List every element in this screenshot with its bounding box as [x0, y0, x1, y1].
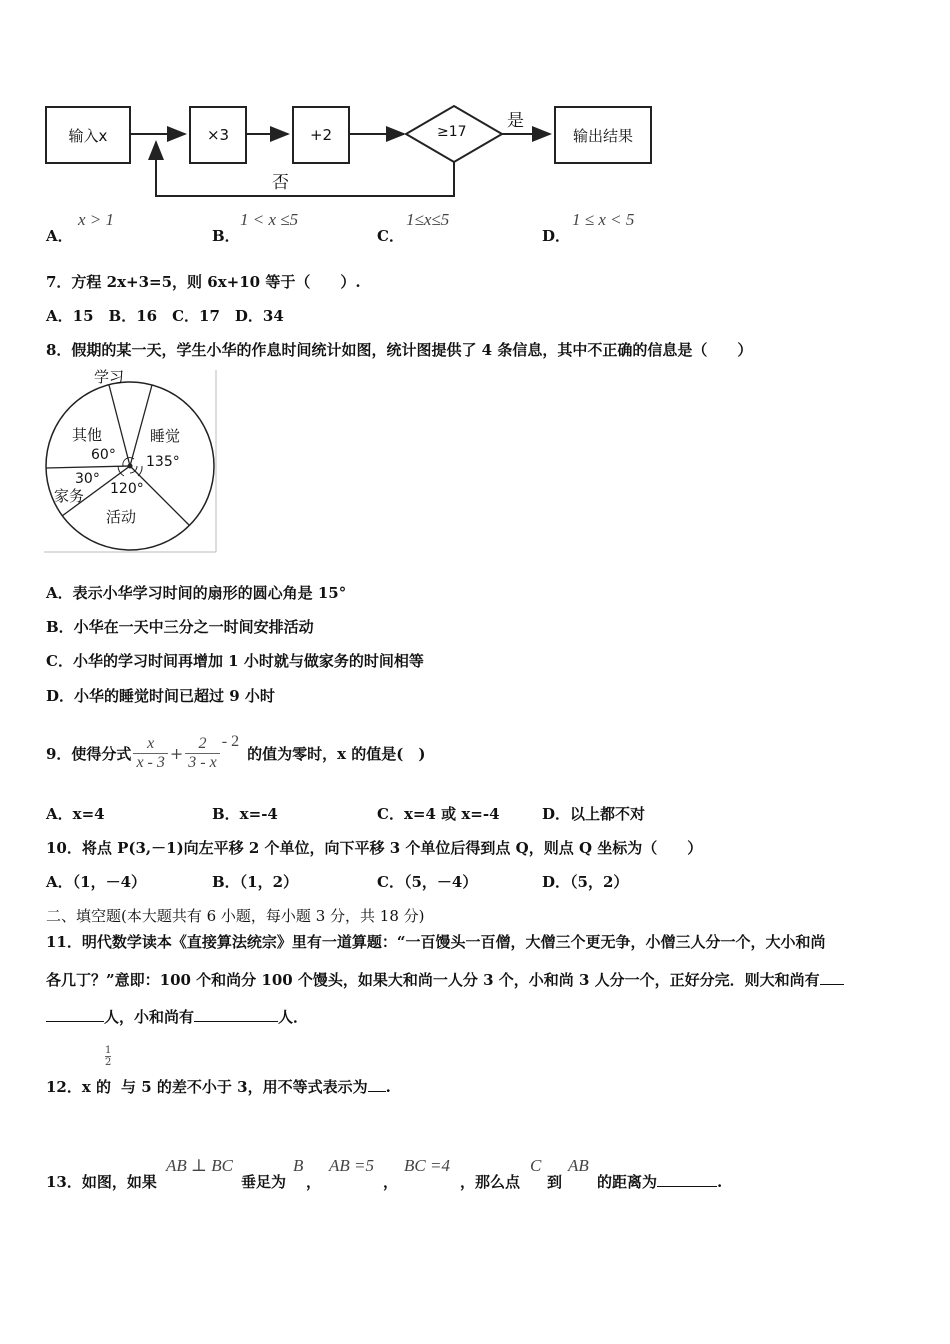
- pie-house-deg: 30°: [75, 471, 100, 487]
- q9-f1-num: x: [147, 734, 155, 752]
- q11-line2: 各几丁？”意即：100 个和尚分 100 个馒头，如果大和尚一人分 3 个，小和尚 3 人分一个，正好分完．则大和尚有: [46, 971, 820, 989]
- flow-input-label: 输入x: [68, 126, 108, 145]
- flow-no-label: 否: [272, 173, 289, 193]
- q10-option-b: B．（1，2）: [212, 873, 299, 891]
- q8-option-b: B．小华在一天中三分之一时间安排活动: [46, 618, 314, 636]
- q9-fraction-2: [185, 735, 219, 772]
- pie-study-label: 学习: [94, 368, 125, 386]
- q12-half-fraction: [105, 1045, 111, 1068]
- q13-m4: BC =4: [404, 1156, 450, 1175]
- q13-c1: ，: [306, 1173, 322, 1191]
- q9-option-a: A．x=4: [46, 805, 105, 823]
- pie-activity-label: 活动: [106, 508, 137, 526]
- q13-m3: AB =5: [329, 1156, 374, 1175]
- q8-option-d: D．小华的睡觉时间已超过 9 小时: [46, 687, 275, 705]
- pie-sleep-label: 睡觉: [150, 427, 181, 445]
- flow-plus2-label: +2: [309, 126, 333, 144]
- q12-prefix: 12．x 的: [46, 1078, 112, 1096]
- q8-option-c: C．小华的学习时间再增加 1 小时就与做家务的时间相等: [46, 652, 424, 670]
- q11-line3b: 人．: [278, 1008, 309, 1026]
- flow-times3-label: ×3: [206, 126, 230, 144]
- q13-t4-wrap: [597, 1171, 722, 1192]
- q11-blank-2[interactable]: [194, 1021, 278, 1022]
- q9-minus2: - 2: [221, 733, 240, 750]
- q9-suffix: 的值为零时，x 的值是( ): [247, 744, 426, 763]
- q6-opt-a-math: x > 1: [78, 210, 115, 229]
- q13-t4: 的距离为: [597, 1173, 658, 1191]
- q12-end: .: [385, 1078, 391, 1096]
- pie-other-deg: 60°: [91, 447, 116, 463]
- q10-stem: 10．将点 P(3,－1)向左平移 2 个单位，向下平移 3 个单位后得到点 Q，则点 Q 坐标为（ ）: [46, 839, 703, 857]
- q13-m5: C: [530, 1156, 542, 1175]
- flow-cond-label: ≥17: [437, 124, 467, 140]
- q6-opt-c-label: C．: [377, 227, 404, 245]
- q7-stem: 7．方程 2x+3=5，则 6x+10 等于（ ）.: [46, 273, 361, 291]
- flowchart-lines: [0, 0, 950, 200]
- flow-yes-label: 是: [507, 111, 524, 131]
- section2-heading: 二、填空题(本大题共有 6 小题，每小题 3 分，共 18 分): [46, 907, 425, 925]
- q9-stem: [46, 715, 425, 791]
- arrow-loop: [156, 142, 454, 196]
- q9-prefix: 9．使得分式: [46, 744, 132, 763]
- q10-option-d: D．（5，2）: [542, 873, 629, 891]
- q9-fraction-1: [133, 735, 167, 772]
- q9-f2-den: 3 - x: [185, 753, 219, 772]
- q13-m1: AB ⊥ BC: [166, 1156, 233, 1175]
- q7-options: A．15 B．16 C．17 D．34: [46, 307, 284, 325]
- q9-option-d: D．以上都不对: [542, 805, 646, 823]
- q11-line2-wrap: [46, 969, 844, 990]
- q13-blank[interactable]: [657, 1186, 717, 1187]
- q12-stem: [46, 1076, 391, 1097]
- q6-opt-d-label: D．: [542, 227, 571, 245]
- q12-blank[interactable]: [368, 1091, 386, 1092]
- q9-plus: +: [169, 743, 184, 763]
- q13-prefix: 13．如图，如果: [46, 1173, 157, 1191]
- q11-line3: [46, 1006, 308, 1027]
- q13-end: .: [717, 1173, 723, 1191]
- q10-option-a: A．（1，－4）: [46, 873, 147, 891]
- q8-option-a: A．表示小华学习时间的扇形的圆心角是 15°: [46, 584, 347, 602]
- q6-opt-b-math: 1 < x ≤5: [240, 210, 299, 229]
- q11-line1: 11．明代数学读本《直接算法统宗》里有一道算题：“一百馒头一百僧，大僧三个更无争，小僧三人分一个，大小和尚: [46, 933, 826, 951]
- pie-other-label: 其他: [72, 426, 103, 444]
- q11-blank-1a[interactable]: [820, 984, 844, 985]
- pie-activity-deg: 120°: [110, 481, 144, 497]
- q6-opt-d-math: 1 ≤ x < 5: [572, 210, 635, 229]
- q13-m2: B: [293, 1156, 304, 1175]
- q9-option-b: B．x=-4: [212, 805, 278, 823]
- q13-t1: 垂足为: [241, 1173, 287, 1191]
- q13-t3: 到: [547, 1173, 563, 1191]
- q13-c2: ，: [383, 1173, 399, 1191]
- q6-opt-c-math: 1≤x≤5: [406, 210, 450, 229]
- q13-m6: AB: [568, 1156, 589, 1175]
- q12-frac-den: 2: [105, 1057, 112, 1068]
- q9-option-c: C．x=4 或 x=-4: [377, 805, 500, 823]
- flow-output-label: 输出结果: [572, 126, 633, 145]
- q11-blank-1b[interactable]: [46, 1021, 104, 1022]
- q6-opt-b-label: B．: [212, 227, 240, 245]
- q9-f1-den: x - 3: [133, 753, 167, 772]
- q13-t2: ，那么点: [460, 1173, 521, 1191]
- q12-text: 与 5 的差不小于 3，用不等式表示为: [121, 1078, 368, 1096]
- q6-opt-a-label: A．: [46, 227, 73, 245]
- q11-line3a: 人，小和尚有: [104, 1008, 195, 1026]
- q8-stem: 8．假期的某一天，学生小华的作息时间统计如图，统计图提供了 4 条信息，其中不正确的信息是（ ）: [46, 341, 753, 359]
- q9-f2-num: 2: [198, 734, 207, 752]
- pie-house-label: 家务: [54, 487, 85, 505]
- pie-sleep-deg: 135°: [146, 454, 180, 470]
- q12-frac-num: 1: [105, 1045, 112, 1056]
- q10-option-c: C．（5，－4）: [377, 873, 478, 891]
